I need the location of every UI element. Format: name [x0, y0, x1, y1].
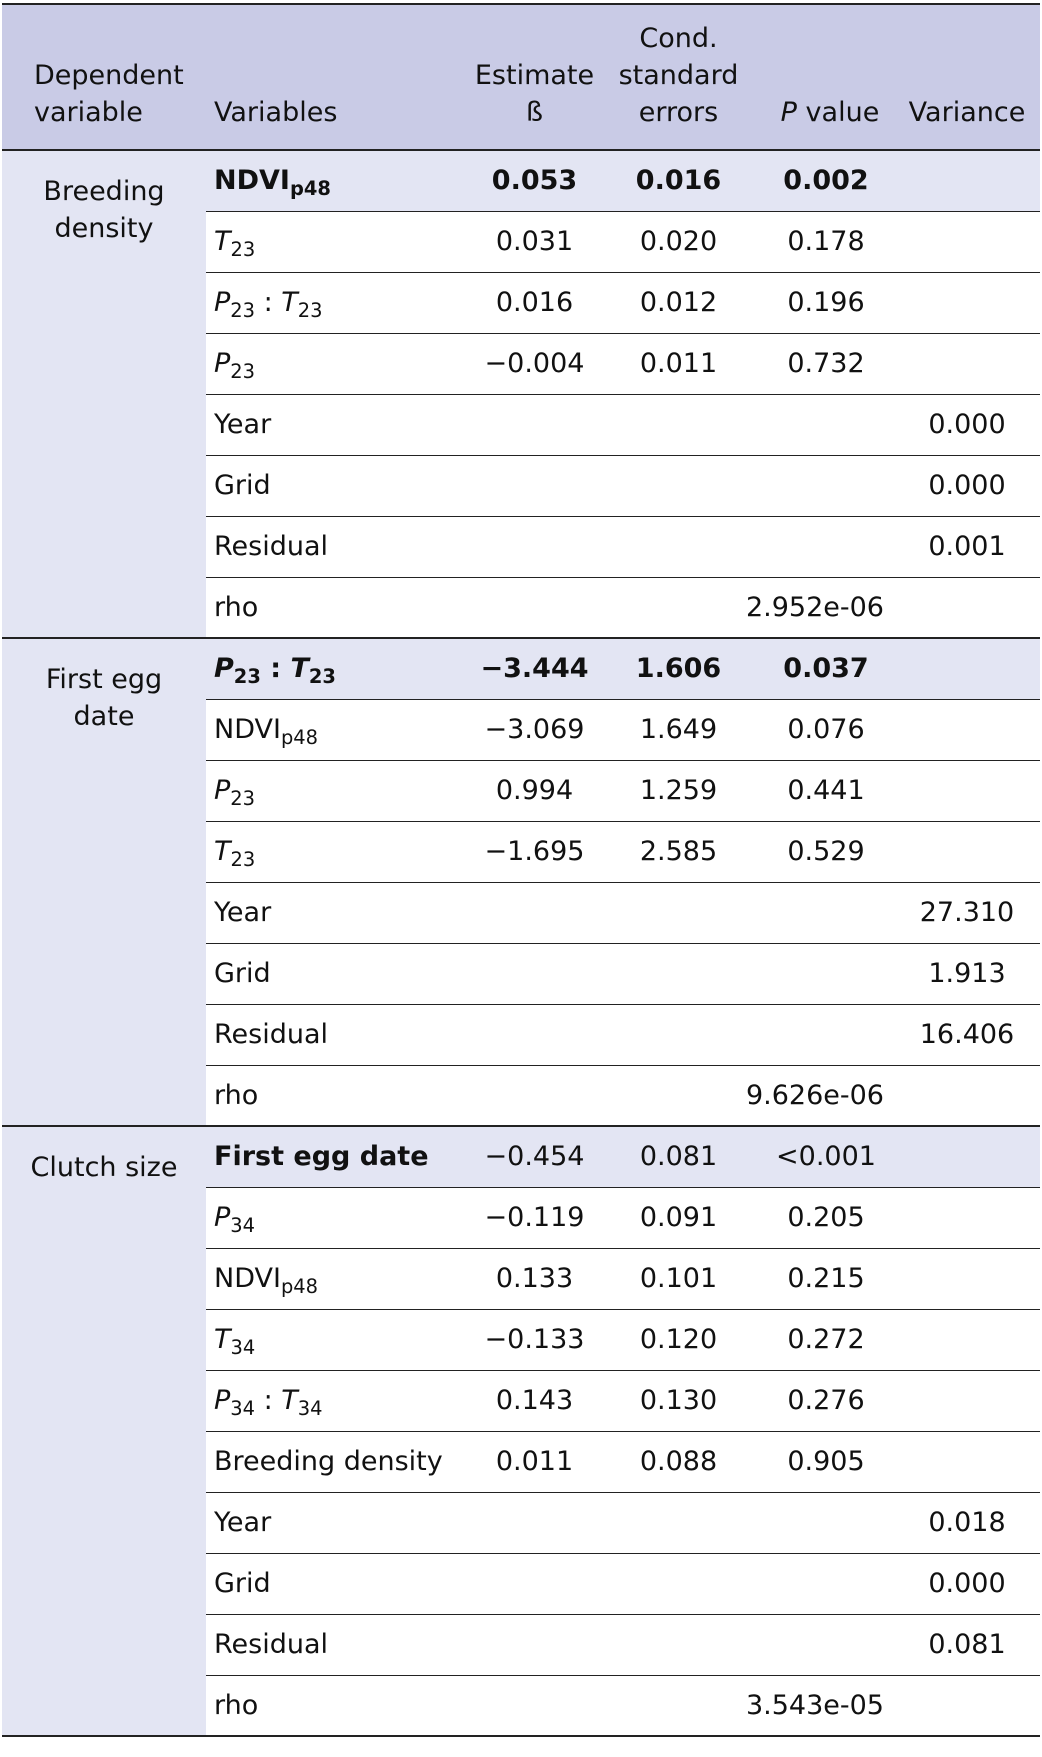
se-cell [599, 943, 758, 1004]
se-cell: 2.585 [599, 821, 758, 882]
header-estimate: Estimate ß [474, 60, 595, 128]
se-cell: 0.101 [599, 1248, 758, 1309]
variance-cell: 16.406 [894, 1004, 1040, 1065]
p-value-cell: 0.205 [758, 1187, 894, 1248]
variance-cell: 0.000 [894, 394, 1040, 455]
se-cell: 0.120 [599, 1309, 758, 1370]
group-clutch-size [2, 1126, 1040, 1736]
estimate-cell: −0.454 [470, 1126, 599, 1187]
p-value-cell: <0.001 [758, 1126, 894, 1187]
dependent-variable-cell: Breeding density [2, 150, 206, 638]
estimate-cell [470, 1614, 599, 1675]
variable-cell: $P_{23}$ [206, 333, 470, 394]
p-value-cell: 0.905 [758, 1431, 894, 1492]
table-header [2, 4, 1040, 150]
p-value-cell [758, 1614, 894, 1675]
p-value-cell [758, 1004, 894, 1065]
se-cell [599, 1553, 758, 1614]
se-cell: 0.012 [599, 272, 758, 333]
group-breeding-density [2, 150, 1040, 638]
variable-cell: $T_{34}$ [206, 1309, 470, 1370]
header-cond-standard-errors: Cond. standard errors [618, 23, 739, 128]
p-value-cell [758, 943, 894, 1004]
estimate-cell: −0.004 [470, 333, 599, 394]
estimate-cell [470, 394, 599, 455]
estimate-cell: 0.031 [470, 211, 599, 272]
variable-cell: $P_{23}$ : $T_{23}$ [206, 638, 470, 699]
estimate-cell [470, 882, 599, 943]
variable-cell: $T_{23}$ [206, 821, 470, 882]
estimate-cell [470, 1492, 599, 1553]
rho-value: 2.952e-06 [745, 591, 884, 623]
variable-cell: rho [214, 591, 259, 623]
se-cell: 1.606 [599, 638, 758, 699]
se-cell [599, 1492, 758, 1553]
variance-cell [894, 272, 1040, 333]
variance-cell [894, 1370, 1040, 1431]
variance-cell [894, 821, 1040, 882]
p-value-cell [758, 882, 894, 943]
p-value-cell: 0.037 [758, 638, 894, 699]
header-dependent-variable: Dependent variable [34, 60, 184, 128]
p-value-cell [758, 1492, 894, 1553]
se-cell [599, 516, 758, 577]
estimate-cell: 0.994 [470, 760, 599, 821]
variance-cell [894, 1431, 1040, 1492]
rho-value: 9.626e-06 [745, 1079, 884, 1111]
variance-cell [894, 760, 1040, 821]
p-value-cell [758, 516, 894, 577]
dependent-variable-cell: Clutch size [2, 1126, 206, 1736]
variable-cell: Grid [206, 455, 470, 516]
se-cell: 0.088 [599, 1431, 758, 1492]
se-cell: 1.649 [599, 699, 758, 760]
estimate-cell: 0.143 [470, 1370, 599, 1431]
header-p-value: P value [780, 97, 880, 128]
se-cell [599, 882, 758, 943]
p-value-cell: 0.002 [758, 150, 894, 211]
table-row [2, 150, 1040, 211]
p-value-cell: 0.276 [758, 1370, 894, 1431]
estimate-cell: −0.119 [470, 1187, 599, 1248]
p-value-cell [758, 394, 894, 455]
estimate-cell: −0.133 [470, 1309, 599, 1370]
group-first-egg-date [2, 638, 1040, 1126]
variance-cell [894, 638, 1040, 699]
estimate-cell: −3.069 [470, 699, 599, 760]
estimate-cell: 0.053 [470, 150, 599, 211]
variance-cell: 0.018 [894, 1492, 1040, 1553]
variable-cell: Residual [206, 1614, 470, 1675]
variable-cell: Breeding density [206, 1431, 470, 1492]
variable-cell: Residual [206, 1004, 470, 1065]
variable-cell: rho [214, 1689, 259, 1721]
variable-cell: $P_{34}$ [206, 1187, 470, 1248]
p-value-cell: 0.732 [758, 333, 894, 394]
p-value-cell: 0.076 [758, 699, 894, 760]
p-value-cell: 0.441 [758, 760, 894, 821]
estimate-cell: 0.011 [470, 1431, 599, 1492]
variance-cell [894, 333, 1040, 394]
rho-value: 3.543e-05 [745, 1689, 884, 1721]
estimate-cell: 0.133 [470, 1248, 599, 1309]
variable-cell: $NDVI_{p48}$ [206, 1248, 470, 1309]
se-cell: 0.081 [599, 1126, 758, 1187]
variable-cell: First egg date [206, 1126, 470, 1187]
variable-cell: $NDVI_{p48}$ [206, 699, 470, 760]
variance-cell [894, 1309, 1040, 1370]
variable-cell: Residual [206, 516, 470, 577]
results-table [2, 3, 1040, 1737]
variance-cell [894, 1187, 1040, 1248]
header-variables: Variables [214, 97, 338, 128]
table-row [2, 638, 1040, 699]
variable-cell: Year [206, 394, 470, 455]
estimate-cell: 0.016 [470, 272, 599, 333]
se-cell [599, 455, 758, 516]
variable-cell: Grid [206, 943, 470, 1004]
dependent-variable-cell: First egg date [2, 638, 206, 1126]
variable-cell: $P_{23}$ [206, 760, 470, 821]
se-cell: 0.016 [599, 150, 758, 211]
variance-cell: 1.913 [894, 943, 1040, 1004]
se-cell [599, 1004, 758, 1065]
estimate-cell [470, 943, 599, 1004]
se-cell: 0.091 [599, 1187, 758, 1248]
variance-cell [894, 211, 1040, 272]
variable-cell: Year [206, 1492, 470, 1553]
estimate-cell [470, 1553, 599, 1614]
estimate-cell [470, 1004, 599, 1065]
p-value-cell [758, 455, 894, 516]
se-cell [599, 394, 758, 455]
variable-cell: $P_{34}$ : $T_{34}$ [206, 1370, 470, 1431]
estimate-cell [470, 455, 599, 516]
estimate-cell: −1.695 [470, 821, 599, 882]
variable-cell: $NDVI_{p48}$ [206, 150, 470, 211]
variance-cell: 0.001 [894, 516, 1040, 577]
variable-cell: rho [214, 1079, 259, 1111]
variable-cell: $T_{23}$ [206, 211, 470, 272]
se-cell: 0.011 [599, 333, 758, 394]
table-row [2, 1126, 1040, 1187]
variance-cell: 0.000 [894, 1553, 1040, 1614]
se-cell: 1.259 [599, 760, 758, 821]
variable-cell: Grid [206, 1553, 470, 1614]
se-cell: 0.020 [599, 211, 758, 272]
variable-cell: $P_{23}$ : $T_{23}$ [206, 272, 470, 333]
estimate-cell [470, 516, 599, 577]
p-value-cell: 0.272 [758, 1309, 894, 1370]
p-value-cell: 0.178 [758, 211, 894, 272]
p-value-cell [758, 1553, 894, 1614]
variance-cell [894, 699, 1040, 760]
variance-cell [894, 1126, 1040, 1187]
variance-cell [894, 1248, 1040, 1309]
se-cell: 0.130 [599, 1370, 758, 1431]
variance-cell: 0.081 [894, 1614, 1040, 1675]
estimate-cell: −3.444 [470, 638, 599, 699]
variance-cell: 27.310 [894, 882, 1040, 943]
se-cell [599, 1614, 758, 1675]
p-value-cell: 0.215 [758, 1248, 894, 1309]
variance-cell: 0.000 [894, 455, 1040, 516]
variance-cell [894, 150, 1040, 211]
variable-cell: Year [206, 882, 470, 943]
p-value-cell: 0.529 [758, 821, 894, 882]
p-value-cell: 0.196 [758, 272, 894, 333]
header-variance: Variance [908, 97, 1026, 128]
